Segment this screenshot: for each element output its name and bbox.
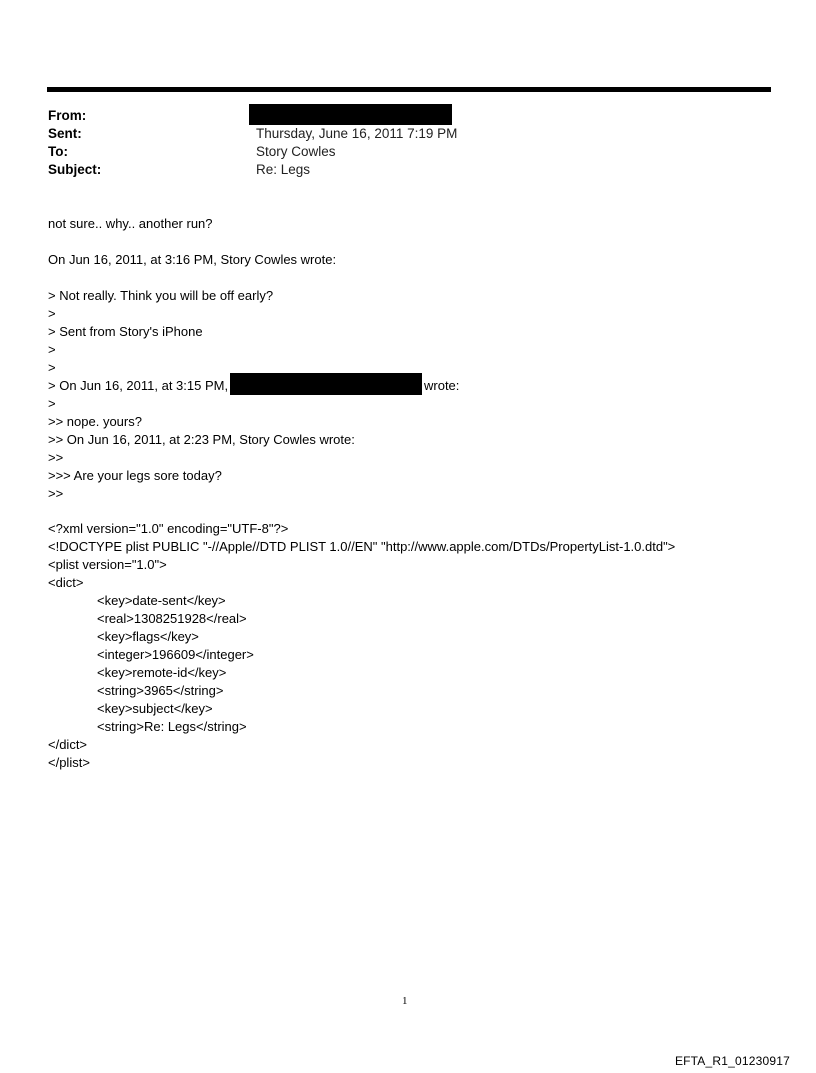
body-line: On Jun 16, 2011, at 3:16 PM, Story Cowles wrote: <box>48 252 337 267</box>
redacted-from <box>249 104 452 125</box>
sent-label: Sent: <box>48 126 82 141</box>
quoted-line: > <box>48 396 56 411</box>
plist-line: </plist> <box>48 755 90 770</box>
quoted-line: >> On Jun 16, 2011, at 2:23 PM, Story Cowles wrote: <box>48 432 355 447</box>
plist-entry: <key>date-sent</key> <box>97 593 226 608</box>
plist-entry: <string>3965</string> <box>97 683 224 698</box>
to-label: To: <box>48 144 68 159</box>
plist-entry: <real>1308251928</real> <box>97 611 247 626</box>
to-value: Story Cowles <box>256 144 336 159</box>
redacted-sender <box>230 373 422 395</box>
plist-entry: <key>flags</key> <box>97 629 199 644</box>
plist-line: <!DOCTYPE plist PUBLIC "-//Apple//DTD PLIST 1.0//EN" "http://www.apple.com/DTDs/PropertyList-1.0.dtd"> <box>48 539 676 554</box>
plist-entry: <integer>196609</integer> <box>97 647 254 662</box>
quoted-line-suffix: wrote: <box>424 378 460 393</box>
subject-label: Subject: <box>48 162 102 177</box>
plist-line: <dict> <box>48 575 84 590</box>
quoted-line: > <box>48 306 56 321</box>
quoted-line: >>> Are your legs sore today? <box>48 468 222 483</box>
quoted-line: > On Jun 16, 2011, at 3:15 PM, <box>48 378 229 393</box>
plist-line: <?xml version="1.0" encoding="UTF-8"?> <box>48 521 289 536</box>
plist-line: </dict> <box>48 737 88 752</box>
quoted-line: > <box>48 342 56 357</box>
quoted-line: > Sent from Story's iPhone <box>48 324 203 339</box>
sent-value: Thursday, June 16, 2011 7:19 PM <box>256 126 458 141</box>
quoted-line: >> nope. yours? <box>48 414 142 429</box>
quoted-line: > <box>48 360 56 375</box>
bates-number: EFTA_R1_01230917 <box>674 1054 790 1068</box>
header-rule <box>47 87 771 92</box>
quoted-line: > Not really. Think you will be off early? <box>48 288 274 303</box>
from-label: From: <box>48 108 87 123</box>
page-number: 1 <box>402 995 408 1007</box>
plist-entry: <key>remote-id</key> <box>97 665 227 680</box>
subject-value: Re: Legs <box>256 162 311 177</box>
plist-entry: <key>subject</key> <box>97 701 213 716</box>
plist-entry: <string>Re: Legs</string> <box>97 719 247 734</box>
quoted-line: >> <box>48 450 64 465</box>
body-line: not sure.. why.. another run? <box>48 216 213 231</box>
quoted-line: >> <box>48 486 64 501</box>
plist-line: <plist version="1.0"> <box>48 557 167 572</box>
